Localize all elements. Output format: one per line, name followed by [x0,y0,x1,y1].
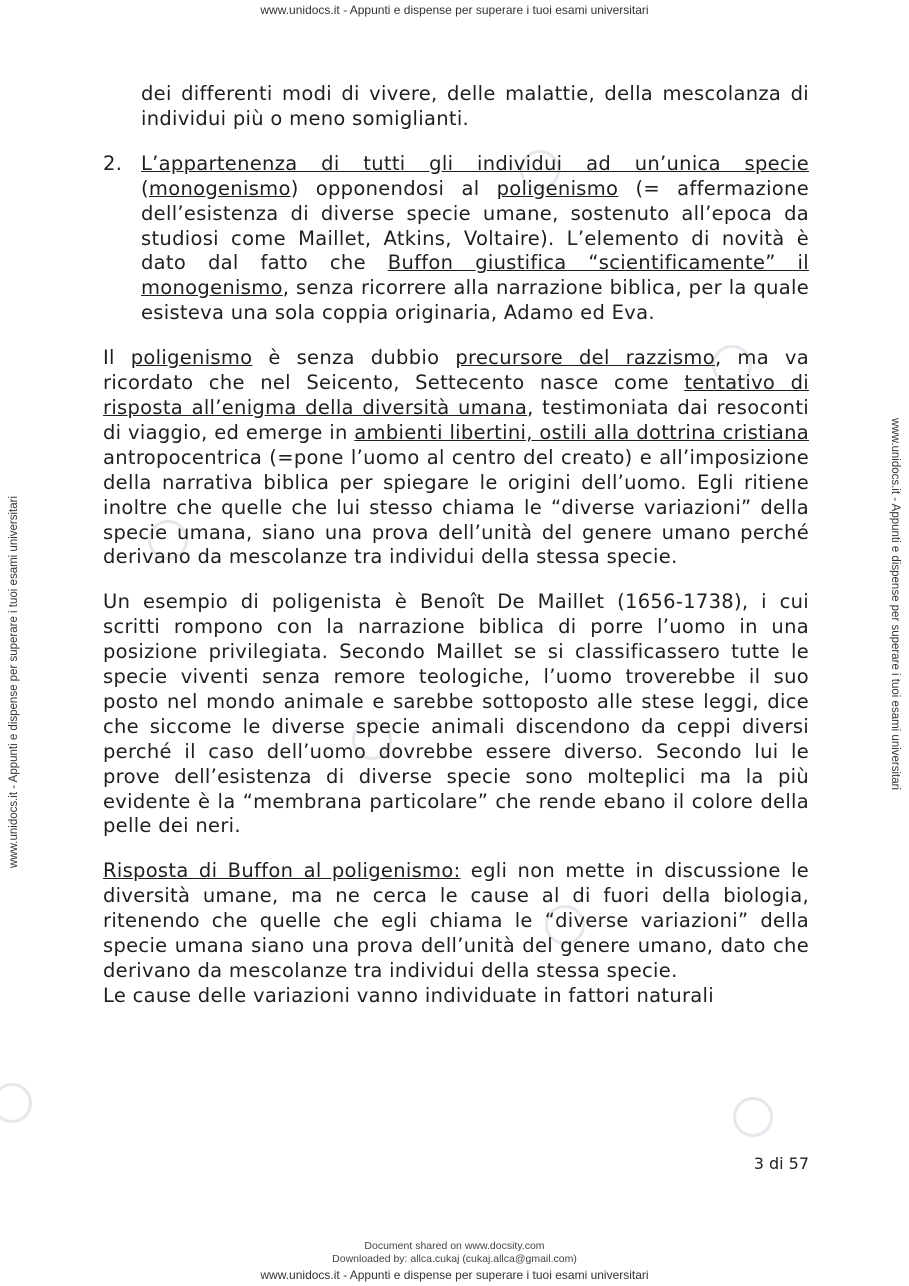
bottom-banner: www.unidocs.it - Appunti e dispense per superare i tuoi esami universitari [260,1268,649,1282]
footer-downloaded-line: Downloaded by: allca.cukaj (cukaj.allca@gmail.com) [332,1253,577,1265]
paragraph-maillet: Un esempio di poligenista è Benoît De Maillet (1656-1738), i cui scritti rompono con la narrazione biblica di porre l’uomo in una posizione privilegiata. Secondo Maillet se si classificassero tutte le specie viventi senza remore teologiche, l’uomo troverebbe il suo posto nel mondo animale e sarebbe sottoposto alle stese leggi, dice che siccome le diverse specie animali discendono da ceppi diversi perché il caso dell’uomo dovrebbe essere diverso. Secondo lui le prove dell’esistenza di diverse specie sono molteplici ma la più evidente è la “membrana particolare” che rende ebano il colore della pelle dei neri. [103,590,809,838]
paragraph-cause-variazioni: Le cause delle variazioni vanno individuate in fattori naturali [103,983,714,1007]
footer-shared-line: Document shared on www.docsity.com [364,1240,545,1252]
top-banner: www.unidocs.it - Appunti e dispense per superare i tuoi esami universitari [260,3,649,17]
list-item-continuation: dei differenti modi di vivere, delle malattie, della mescolanza di individui più o meno somiglianti. [141,82,809,130]
list-item-2: 2. L’appartenenza di tutti gli individui ad un’unica specie (monogenismo) opponendosi al poligenismo (= affermazione dell’esistenza di diverse specie umane, sostenuto all’epoca da studiosi come Maillet, Atkins, Voltaire). L’elemento di novità è dato dal fatto che Buffon giustifica “scientificamente” il monogenismo, senza ricorrere alla narrazione biblica, per la quale esisteva una sola coppia originaria, Adamo ed Eva. [103,151,809,325]
page-number: 3 di 57 [753,1154,809,1173]
right-side-banner: www.unidocs.it - Appunti e dispense per superare i tuoi esami universitari [889,418,901,791]
left-side-banner: www.unidocs.it - Appunti e dispense per superare i tuoi esami universitari [8,495,20,868]
paragraph-poligenismo: Il poligenismo è senza dubbio precursore del razzismo, ma va ricordato che nel Seicento, Settecento nasce come tentativo di risposta all’enigma della diversità umana, testimoniata dai resoconti di viaggio, ed emerge in ambienti libertini, ostili alla dottrina cristiana antropocentrica (=pone l’uomo al centro del creato) e all’imposizione della narrativa biblica per spiegare le origini dell’uomo. Egli ritiene inoltre che quelle che lui stesso chiama le “diverse variazioni” della specie umana, siano una prova dell’unità del genere umano perché derivano da mescolanze tra individui della stessa specie. [103,346,809,569]
page-content [103,82,809,1009]
paragraph-risposta-buffon: Risposta di Buffon al poligenismo: egli non mette in discussione le diversità umane, ma ne cerca le cause al di fuori della biologia, ritenendo che quelle che egli chiama le “diverse variazioni” della specie umana siano una prova dell’unità del genere umano, dato che derivano da mescolanze tra individui della stessa specie. [103,859,809,982]
watermark-logo-icon [0,1083,32,1123]
watermark-logo-icon [733,1097,773,1137]
list-number: 2. [103,151,123,175]
footer-note [0,1240,909,1266]
